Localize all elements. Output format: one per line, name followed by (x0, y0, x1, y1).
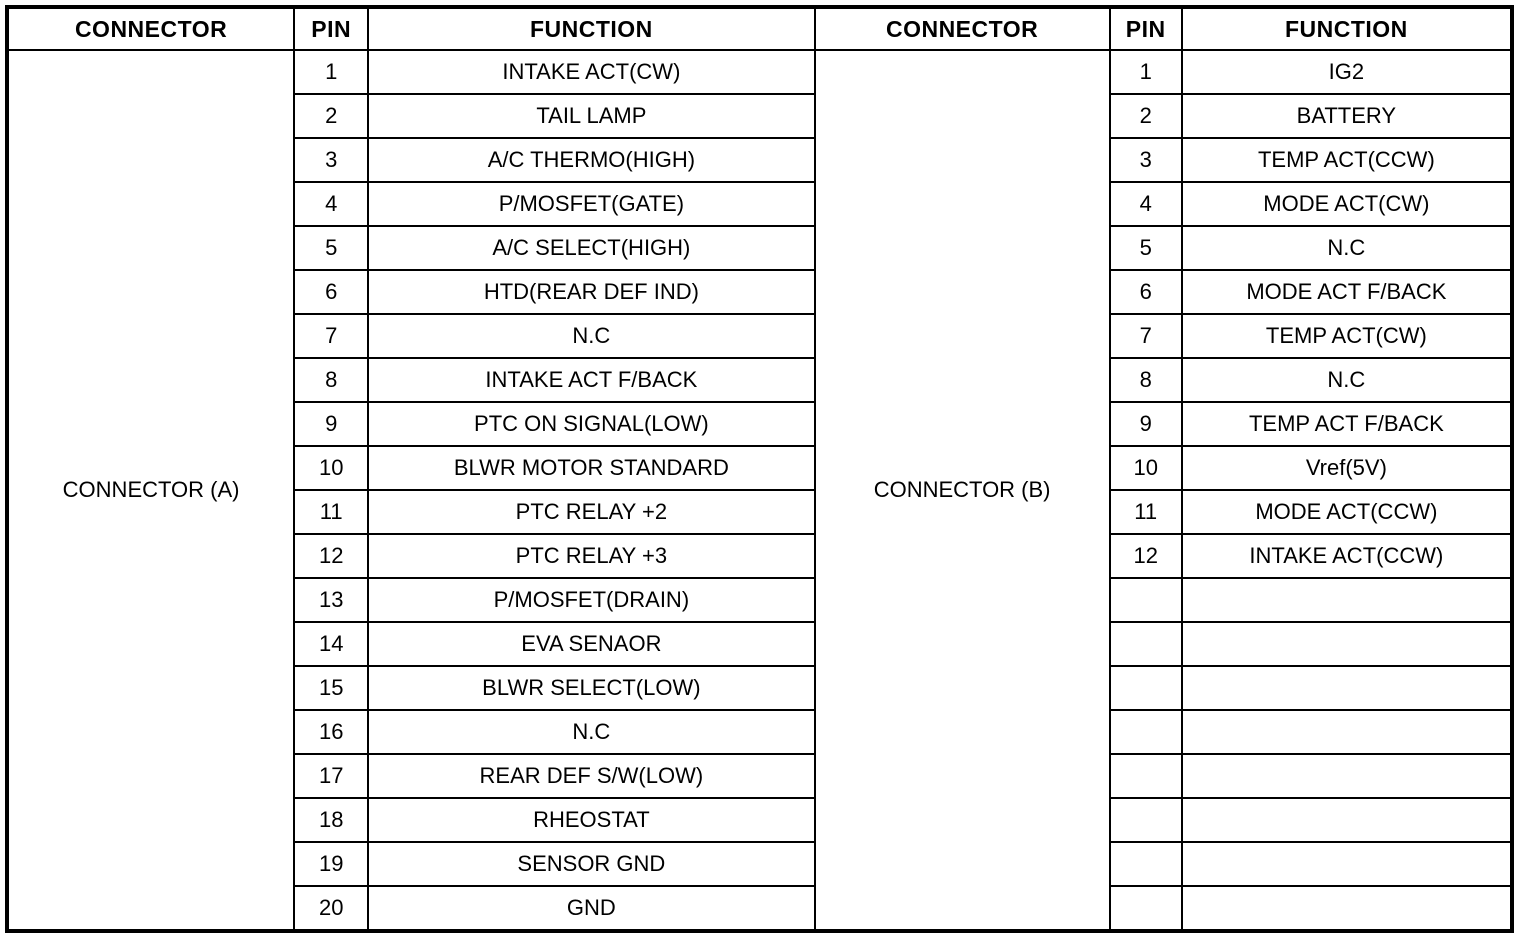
function-cell (1182, 842, 1512, 886)
header-pin-a: PIN (294, 7, 368, 50)
function-cell (1182, 710, 1512, 754)
pin-cell (1110, 578, 1182, 622)
function-cell: MODE ACT(CCW) (1182, 490, 1512, 534)
header-connector-a: CONNECTOR (7, 7, 294, 50)
function-cell: INTAKE ACT F/BACK (368, 358, 814, 402)
pin-cell: 12 (1110, 534, 1182, 578)
pin-cell: 11 (294, 490, 368, 534)
function-cell: SENSOR GND (368, 842, 814, 886)
pin-cell: 12 (294, 534, 368, 578)
pin-cell: 20 (294, 886, 368, 931)
function-cell (1182, 666, 1512, 710)
function-cell: REAR DEF S/W(LOW) (368, 754, 814, 798)
function-cell: N.C (368, 314, 814, 358)
pin-cell: 11 (1110, 490, 1182, 534)
function-cell (1182, 622, 1512, 666)
pin-cell (1110, 666, 1182, 710)
function-cell: EVA SENAOR (368, 622, 814, 666)
header-function-b: FUNCTION (1182, 7, 1512, 50)
function-cell: TEMP ACT(CCW) (1182, 138, 1512, 182)
function-cell (1182, 798, 1512, 842)
pin-cell: 10 (1110, 446, 1182, 490)
pin-cell: 17 (294, 754, 368, 798)
pin-cell: 9 (294, 402, 368, 446)
function-cell: INTAKE ACT(CW) (368, 50, 814, 94)
function-cell: PTC ON SIGNAL(LOW) (368, 402, 814, 446)
pin-cell: 7 (294, 314, 368, 358)
connector-pinout-table (5, 5, 1514, 933)
pin-cell: 14 (294, 622, 368, 666)
table-body (7, 50, 1512, 931)
pin-cell: 4 (1110, 182, 1182, 226)
function-cell: IG2 (1182, 50, 1512, 94)
pin-cell: 13 (294, 578, 368, 622)
function-cell: A/C THERMO(HIGH) (368, 138, 814, 182)
function-cell: PTC RELAY +2 (368, 490, 814, 534)
pin-cell: 4 (294, 182, 368, 226)
pin-cell (1110, 754, 1182, 798)
header-row (7, 7, 1512, 50)
function-cell: P/MOSFET(GATE) (368, 182, 814, 226)
header-function-a: FUNCTION (368, 7, 814, 50)
pin-cell: 5 (294, 226, 368, 270)
function-cell: BLWR MOTOR STANDARD (368, 446, 814, 490)
function-cell (1182, 754, 1512, 798)
pin-cell: 2 (1110, 94, 1182, 138)
pin-cell: 19 (294, 842, 368, 886)
pin-cell: 15 (294, 666, 368, 710)
pin-cell (1110, 710, 1182, 754)
function-cell: P/MOSFET(DRAIN) (368, 578, 814, 622)
function-cell: GND (368, 886, 814, 931)
pin-cell: 10 (294, 446, 368, 490)
function-cell: INTAKE ACT(CCW) (1182, 534, 1512, 578)
function-cell (1182, 578, 1512, 622)
pin-cell: 8 (294, 358, 368, 402)
pin-cell (1110, 886, 1182, 931)
pin-cell: 3 (294, 138, 368, 182)
pin-cell: 8 (1110, 358, 1182, 402)
pin-cell: 18 (294, 798, 368, 842)
function-cell: BATTERY (1182, 94, 1512, 138)
table-row (7, 50, 1512, 94)
pin-cell: 7 (1110, 314, 1182, 358)
connector-label-cell: CONNECTOR (B) (815, 50, 1110, 931)
pin-cell (1110, 842, 1182, 886)
pin-cell: 5 (1110, 226, 1182, 270)
function-cell: TAIL LAMP (368, 94, 814, 138)
function-cell: N.C (368, 710, 814, 754)
function-cell (1182, 886, 1512, 931)
function-cell: A/C SELECT(HIGH) (368, 226, 814, 270)
pin-cell: 6 (1110, 270, 1182, 314)
header-pin-b: PIN (1110, 7, 1182, 50)
pin-cell: 16 (294, 710, 368, 754)
function-cell: N.C (1182, 226, 1512, 270)
function-cell: TEMP ACT(CW) (1182, 314, 1512, 358)
function-cell: HTD(REAR DEF IND) (368, 270, 814, 314)
pin-cell (1110, 798, 1182, 842)
connector-label-cell: CONNECTOR (A) (7, 50, 294, 931)
pin-cell (1110, 622, 1182, 666)
pin-cell: 6 (294, 270, 368, 314)
function-cell: N.C (1182, 358, 1512, 402)
pin-cell: 2 (294, 94, 368, 138)
pin-cell: 1 (1110, 50, 1182, 94)
function-cell: MODE ACT F/BACK (1182, 270, 1512, 314)
pin-cell: 9 (1110, 402, 1182, 446)
function-cell: PTC RELAY +3 (368, 534, 814, 578)
function-cell: BLWR SELECT(LOW) (368, 666, 814, 710)
function-cell: TEMP ACT F/BACK (1182, 402, 1512, 446)
pin-cell: 1 (294, 50, 368, 94)
pin-cell: 3 (1110, 138, 1182, 182)
header-connector-b: CONNECTOR (815, 7, 1110, 50)
function-cell: Vref(5V) (1182, 446, 1512, 490)
function-cell: RHEOSTAT (368, 798, 814, 842)
function-cell: MODE ACT(CW) (1182, 182, 1512, 226)
